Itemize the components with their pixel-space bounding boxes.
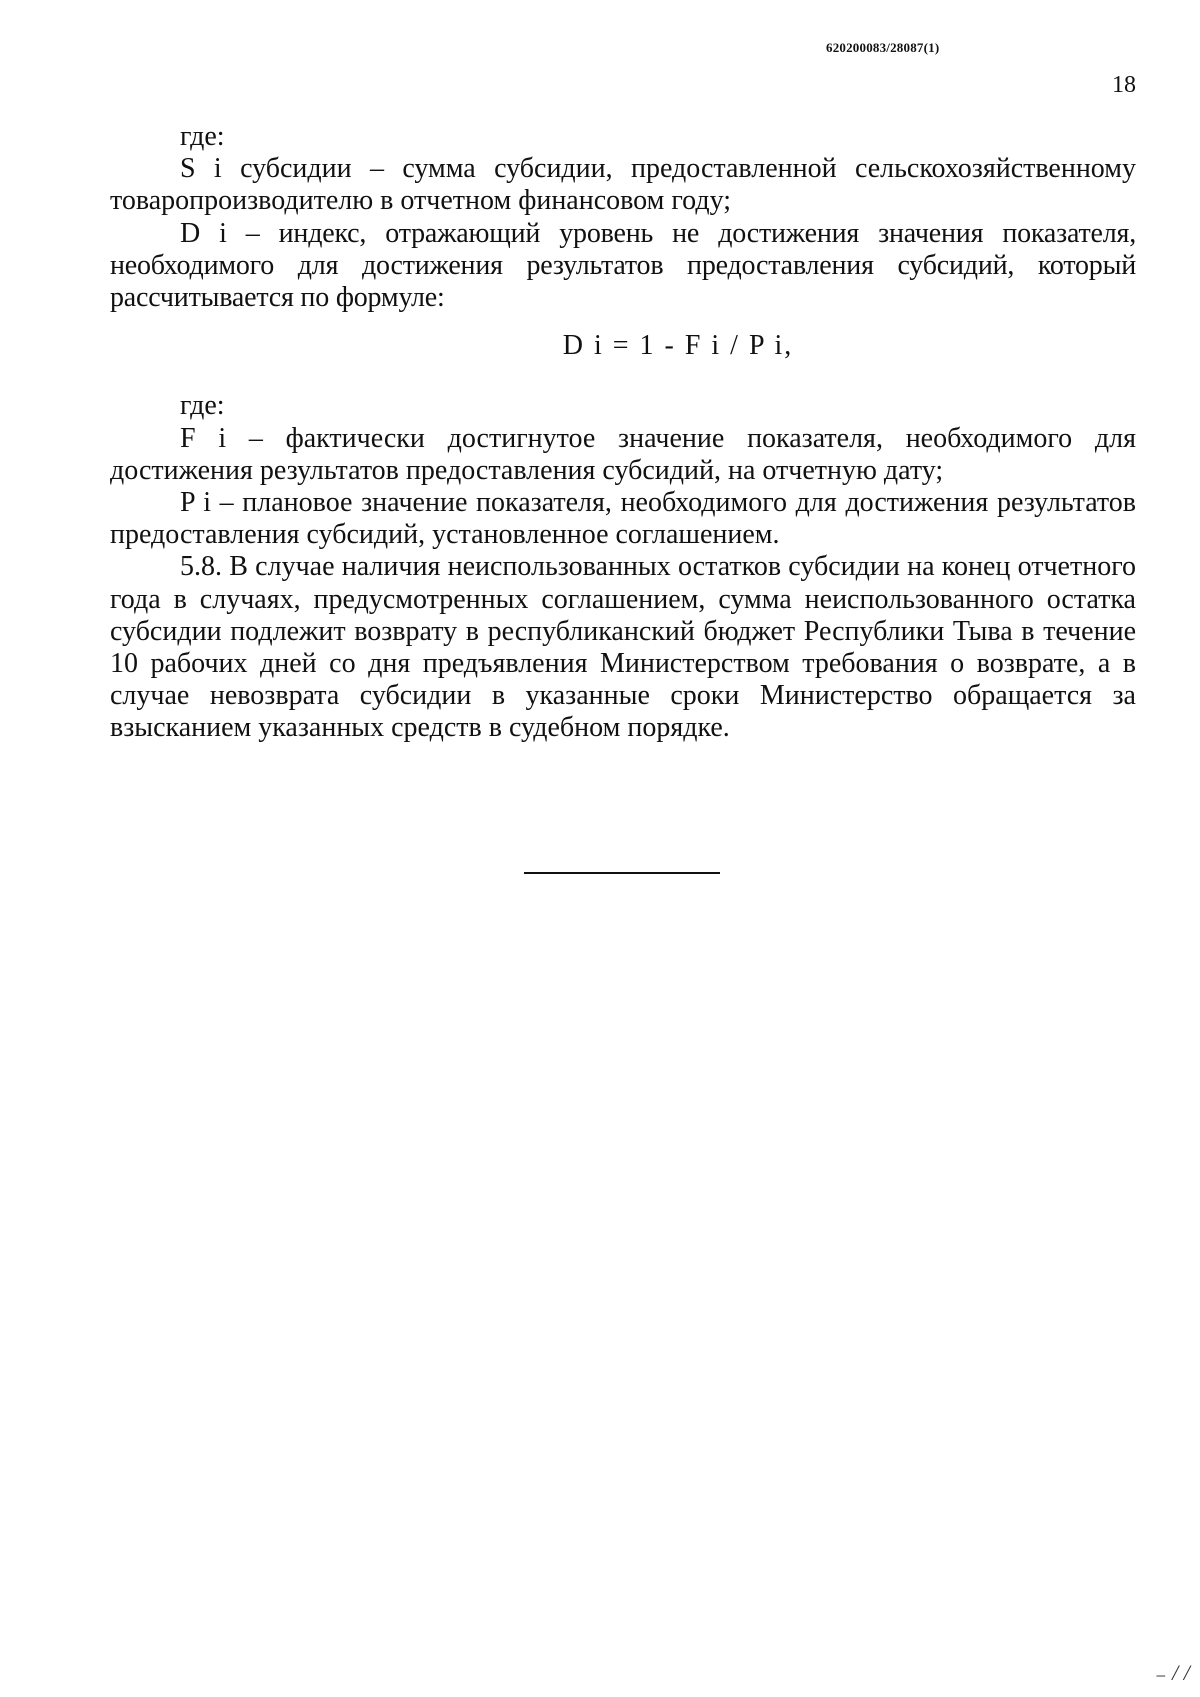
paragraph-where-1: где: [180, 121, 225, 152]
handwritten-corner-mark: ₋ / / [1155, 1660, 1190, 1685]
paragraph-where-2: где: [180, 390, 225, 422]
formula-di: D i = 1 - F i / P i, [562, 330, 794, 362]
end-divider-line [524, 872, 720, 874]
paragraph-di-definition: D i – индекс, отражающий уровень не достижения значения показателя, необходимого для достижения результатов предоставления субсидий, который рассчитывается по формуле: [110, 217, 1136, 314]
document-id: 620200083/28087(1) [826, 40, 940, 55]
page-number: 18 [1112, 72, 1136, 98]
document-body [110, 121, 1136, 745]
paragraph-fi-definition: F i – фактически достигнутое значение показателя, необходимого для достижения результатов предоставления субсидий, на отчетную дату; [110, 422, 1136, 486]
paragraph-si-definition: S i субсидии – сумма субсидии, предоставленной сельскохозяйственному товаропроизводителю в отчетном финансовом году; [110, 153, 1136, 217]
paragraph-pi-definition: P i – плановое значение показателя, необходимого для достижения результатов предоставления субсидий, установленное соглашением. [110, 487, 1136, 551]
paragraph-5-8: 5.8. В случае наличия неиспользованных остатков субсидии на конец отчетного года в случаях, предусмотренных соглашением, сумма неиспользованного остатка субсидии подлежит возврату в республиканский бюджет Республики Тыва в течение 10 рабочих дней со дня предъявления Министерством требования о возврате, а в случае невозврата субсидии в указанные сроки Министерство обращается за взысканием указанных средств в судебном порядке. [110, 551, 1136, 744]
